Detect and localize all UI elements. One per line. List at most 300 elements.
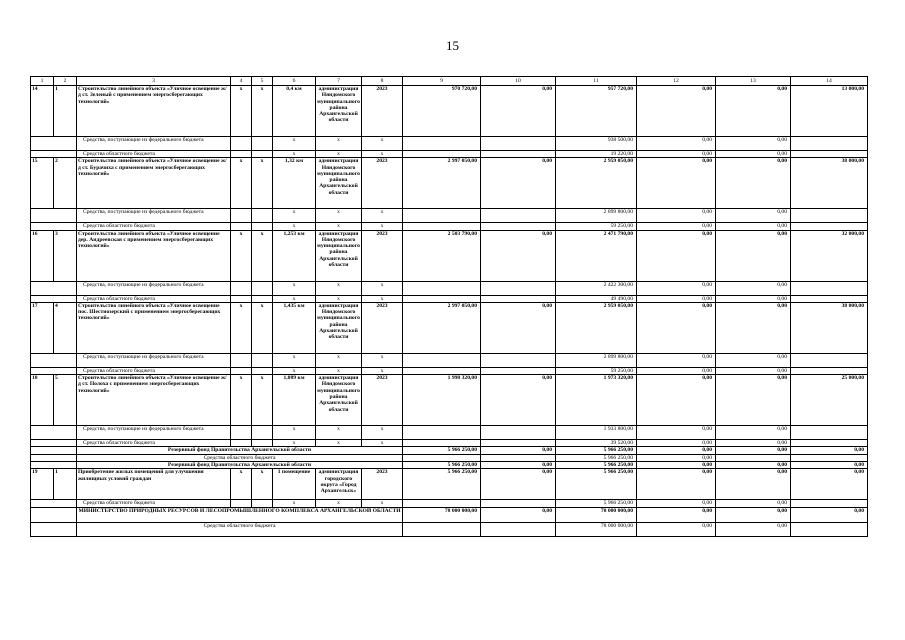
table-cell: х — [362, 426, 403, 440]
table-cell: 0,00 — [637, 281, 716, 295]
table-cell: х — [231, 158, 252, 209]
table-cell: администрация Няндомского муниципального района Архангельской области — [316, 158, 362, 209]
table-cell: х — [362, 353, 403, 367]
table-cell — [252, 367, 273, 374]
table-cell — [252, 440, 273, 447]
table-cell: 0,00 — [637, 447, 716, 454]
table-cell: х — [316, 353, 362, 367]
table-cell — [231, 281, 252, 295]
table-cell: х — [273, 295, 316, 302]
table-cell — [252, 426, 273, 440]
table-cell: 0,00 — [637, 426, 716, 440]
table-cell: 0,00 — [481, 507, 556, 522]
table-cell: Средства областного бюджета — [77, 367, 231, 374]
regional-funds-row — [31, 440, 868, 447]
table-cell — [791, 440, 868, 447]
table-cell: х — [252, 86, 273, 137]
table-cell — [791, 367, 868, 374]
table-cell — [252, 295, 273, 302]
table-cell: х — [362, 281, 403, 295]
header-cell: 4 — [231, 77, 252, 86]
table-cell — [481, 151, 556, 158]
table-cell — [231, 440, 252, 447]
table-cell: 5 966 250,00 — [556, 469, 637, 500]
header-cell: 1 — [31, 77, 54, 86]
table-cell: х — [273, 426, 316, 440]
table-cell — [791, 500, 868, 507]
table-cell — [231, 367, 252, 374]
table-cell — [481, 295, 556, 302]
table-cell: 0,00 — [791, 507, 868, 522]
table-cell: 0,00 — [637, 440, 716, 447]
table-cell — [791, 281, 868, 295]
table-cell: х — [362, 500, 403, 507]
table-cell: 938 500,00 — [556, 137, 637, 151]
table-cell — [31, 462, 77, 469]
table-cell — [403, 426, 481, 440]
table-cell: 0,00 — [716, 500, 791, 507]
table-cell: администрация Няндомского муниципального района Архангельской области — [316, 302, 362, 353]
table-cell: 78 000 000,00 — [403, 507, 481, 522]
table-cell — [791, 137, 868, 151]
table-cell: 59 250,00 — [556, 223, 637, 230]
table-cell: Средства областного бюджета — [77, 500, 231, 507]
table-cell: 0,00 — [716, 462, 791, 469]
table-cell — [252, 209, 273, 223]
table-cell: 5 966 250,00 — [556, 500, 637, 507]
table-cell: 970 720,00 — [403, 86, 481, 137]
table-cell: х — [273, 223, 316, 230]
table-cell: 0,00 — [716, 302, 791, 353]
table-cell: 0,00 — [481, 158, 556, 209]
table-cell: х — [273, 367, 316, 374]
table-cell: 2023 — [362, 230, 403, 281]
table-cell: Строительство линейного объекта «Уличное освещение ж/д ст. Бурачиха с применением энергосберегающих технологий» — [77, 158, 231, 209]
table-cell — [31, 522, 77, 536]
table-cell: х — [231, 375, 252, 426]
table-cell: Резервный фонд Правительства Архангельской области — [77, 447, 403, 454]
table-cell — [231, 295, 252, 302]
table-cell: 78 000 000,00 — [556, 507, 637, 522]
table-cell — [791, 454, 868, 461]
table-cell: х — [316, 440, 362, 447]
table-cell: 4 — [54, 302, 77, 353]
header-cell: 3 — [77, 77, 231, 86]
table-cell: 0,00 — [637, 469, 716, 500]
table-cell: х — [316, 500, 362, 507]
federal-funds-row — [31, 209, 868, 223]
table-cell: 0,00 — [716, 375, 791, 426]
table-cell: 0,00 — [637, 137, 716, 151]
table-cell: 0,00 — [637, 295, 716, 302]
table-cell: 0,00 — [791, 462, 868, 469]
table-cell: 19 220,00 — [556, 151, 637, 158]
header-cell: 13 — [716, 77, 791, 86]
table-cell — [481, 281, 556, 295]
table-cell: х — [316, 151, 362, 158]
table-cell — [403, 223, 481, 230]
table-cell: 1 973 320,00 — [556, 375, 637, 426]
table-cell — [481, 500, 556, 507]
table-cell — [403, 151, 481, 158]
table-cell — [252, 281, 273, 295]
regional-funds-row — [31, 295, 868, 302]
table-cell: х — [273, 137, 316, 151]
table-cell: 25 000,00 — [791, 375, 868, 426]
header-cell: 9 — [403, 77, 481, 86]
table-cell: 5 966 250,00 — [403, 462, 481, 469]
table-cell: х — [316, 209, 362, 223]
table-cell: 0,00 — [637, 302, 716, 353]
table-cell — [252, 500, 273, 507]
table-cell: 0,4 км — [273, 86, 316, 137]
table-cell — [481, 426, 556, 440]
table-cell: 38 000,00 — [791, 158, 868, 209]
object-row — [31, 375, 868, 426]
table-cell: 0,00 — [637, 223, 716, 230]
table-cell: 0,00 — [716, 353, 791, 367]
table-cell: 0,00 — [716, 295, 791, 302]
table-cell: 0,00 — [481, 302, 556, 353]
table-cell: МИНИСТЕРСТВО ПРИРОДНЫХ РЕСУРСОВ И ЛЕСОПРОМЫШЛЕННОГО КОМПЛЕКСА АРХАНГЕЛЬСКОЙ ОБЛАСТИ — [77, 507, 403, 522]
table-cell: 16 — [31, 230, 54, 281]
table-cell: администрация Няндомского муниципального района Архангельской области — [316, 86, 362, 137]
table-cell: 0,00 — [716, 137, 791, 151]
table-cell — [481, 454, 556, 461]
table-cell: 0,00 — [716, 522, 791, 536]
table-cell: 1,32 км — [273, 158, 316, 209]
table-cell: Средства, поступающие из федерального бюджета — [77, 353, 231, 367]
table-cell: 2 959 050,00 — [556, 158, 637, 209]
table-cell: 0,00 — [791, 469, 868, 500]
table-cell — [31, 353, 77, 367]
header-cell: 7 — [316, 77, 362, 86]
table-cell — [252, 353, 273, 367]
table-cell: Резервный фонд Правительства Архангельской области — [77, 462, 403, 469]
object-row — [31, 302, 868, 353]
page-number: 15 — [446, 38, 459, 53]
table-cell — [403, 522, 481, 536]
table-cell: 2023 — [362, 158, 403, 209]
federal-funds-row — [31, 353, 868, 367]
table-cell: 2023 — [362, 469, 403, 500]
table-body — [31, 77, 868, 537]
table-cell: Строительство линейного объекта «Уличное освещение ж/д ст. Зеленый с применением энергосберегающих технологий» — [77, 86, 231, 137]
table-cell: х — [273, 151, 316, 158]
table-cell: Средства областного бюджета — [77, 223, 231, 230]
regional-funds-row — [31, 500, 868, 507]
table-cell: Средства областного бюджета — [77, 454, 403, 461]
table-cell: х — [316, 426, 362, 440]
table-cell: х — [362, 137, 403, 151]
table-cell — [481, 440, 556, 447]
table-cell: 5 966 250,00 — [556, 454, 637, 461]
table-cell — [403, 367, 481, 374]
reserve-total-row-2 — [31, 462, 868, 469]
table-cell: Средства областного бюджета — [77, 151, 231, 158]
table-cell: х — [273, 353, 316, 367]
table-cell: 0,00 — [637, 158, 716, 209]
table-cell: 0,00 — [481, 462, 556, 469]
table-cell: 1 — [54, 86, 77, 137]
table-cell: 0,00 — [716, 158, 791, 209]
table-cell: х — [362, 367, 403, 374]
table-cell: 5 966 250,00 — [556, 447, 637, 454]
table-cell — [791, 353, 868, 367]
table-cell: х — [362, 295, 403, 302]
table-cell: 1,089 км — [273, 375, 316, 426]
header-cell: 14 — [791, 77, 868, 86]
object-row — [31, 158, 868, 209]
table-cell: 2 471 790,00 — [556, 230, 637, 281]
table-cell — [791, 522, 868, 536]
table-cell — [481, 522, 556, 536]
table-cell: 39 520,00 — [556, 440, 637, 447]
table-cell — [231, 209, 252, 223]
ministry-regional-row — [31, 522, 868, 536]
table-cell: 0,00 — [791, 447, 868, 454]
table-cell: 3 — [54, 230, 77, 281]
table-cell: 5 — [54, 375, 77, 426]
table-cell — [31, 507, 77, 522]
table-cell: х — [231, 469, 252, 500]
table-cell: 5 966 250,00 — [403, 469, 481, 500]
table-cell: 0,00 — [716, 230, 791, 281]
table-cell — [481, 353, 556, 367]
table-cell: 1,435 км — [273, 302, 316, 353]
table-cell — [791, 223, 868, 230]
table-cell: 0,00 — [716, 507, 791, 522]
table-cell — [31, 209, 77, 223]
table-cell: х — [231, 302, 252, 353]
table-cell — [403, 500, 481, 507]
table-cell: Средства, поступающие из федерального бюджета — [77, 281, 231, 295]
budget-table — [30, 76, 868, 537]
table-cell — [403, 281, 481, 295]
table-cell: х — [273, 281, 316, 295]
table-cell — [31, 137, 77, 151]
table-cell: 15 — [31, 158, 54, 209]
table-cell — [716, 454, 791, 461]
table-cell: 0,00 — [637, 375, 716, 426]
table-cell: 2 997 050,00 — [403, 302, 481, 353]
table-cell: 0,00 — [716, 151, 791, 158]
table-cell: 17 — [31, 302, 54, 353]
table-cell — [481, 367, 556, 374]
table-cell — [31, 295, 77, 302]
table-cell: 0,00 — [637, 454, 716, 461]
table-cell: 18 — [31, 375, 54, 426]
table-cell: 2 503 790,00 — [403, 230, 481, 281]
table-cell: 0,00 — [716, 440, 791, 447]
table-cell: 5 966 250,00 — [403, 447, 481, 454]
table-cell: 2 899 800,00 — [556, 353, 637, 367]
table-cell — [31, 281, 77, 295]
table-cell: 2 — [54, 158, 77, 209]
table-cell — [231, 353, 252, 367]
table-cell: 0,00 — [716, 223, 791, 230]
table-cell: Средства областного бюджета — [77, 440, 231, 447]
table-cell: Средства, поступающие из федерального бюджета — [77, 426, 231, 440]
table-cell: 1,253 км — [273, 230, 316, 281]
table-cell: Строительство линейного объекта «Уличное освещение ж/д ст. Полоха с применением энергосберегающих технологий» — [77, 375, 231, 426]
regional-funds-row — [31, 223, 868, 230]
object-row — [31, 230, 868, 281]
table-cell: х — [252, 375, 273, 426]
table-cell: Строительство линейного объекта «Уличное освещение пос. Шестиозерский с применением энергосберегающих технологий» — [77, 302, 231, 353]
table-cell — [31, 426, 77, 440]
table-cell: 0,00 — [637, 86, 716, 137]
table-cell: 2023 — [362, 375, 403, 426]
table-cell: 0,00 — [716, 209, 791, 223]
table-cell: 957 720,00 — [556, 86, 637, 137]
table-cell: Приобретение жилых помещений для улучшения жилищных условий граждан — [77, 469, 231, 500]
table-cell — [231, 223, 252, 230]
object-row — [31, 86, 868, 137]
federal-funds-row — [31, 426, 868, 440]
table-cell: х — [316, 281, 362, 295]
table-cell — [31, 447, 77, 454]
header-cell: 12 — [637, 77, 716, 86]
table-cell: 78 000 000,00 — [556, 522, 637, 536]
table-cell: Средства, поступающие из федерального бюджета — [77, 137, 231, 151]
table-cell: х — [362, 440, 403, 447]
table-cell — [791, 209, 868, 223]
table-cell — [791, 295, 868, 302]
regional-funds-row — [31, 151, 868, 158]
table-cell: 0,00 — [637, 367, 716, 374]
table-cell: 0,00 — [481, 469, 556, 500]
table-cell — [31, 223, 77, 230]
table-cell: 2 899 800,00 — [556, 209, 637, 223]
table-cell — [231, 426, 252, 440]
regional-funds-row — [31, 367, 868, 374]
table-cell — [252, 223, 273, 230]
header-cell: 6 — [273, 77, 316, 86]
table-cell: 1 933 800,00 — [556, 426, 637, 440]
table-cell: 0,00 — [716, 367, 791, 374]
table-cell: 0,00 — [637, 151, 716, 158]
table-cell: 14 — [31, 86, 54, 137]
table-cell: 2023 — [362, 86, 403, 137]
header-cell: 2 — [54, 77, 77, 86]
header-row — [31, 77, 868, 86]
table-cell: 2023 — [362, 302, 403, 353]
table-cell: х — [362, 209, 403, 223]
table-cell: 1 998 320,00 — [403, 375, 481, 426]
table-cell: 49 490,00 — [556, 295, 637, 302]
federal-funds-row — [31, 137, 868, 151]
header-cell: 10 — [481, 77, 556, 86]
table-cell: Строительство линейного объекта «Уличное освещение дер. Андреевская с применением энергосберегающих технологий» — [77, 230, 231, 281]
table-cell: администрация Няндомского муниципального района Архангельской области — [316, 230, 362, 281]
table-cell: 2 997 050,00 — [403, 158, 481, 209]
header-cell: 11 — [556, 77, 637, 86]
table-cell — [31, 500, 77, 507]
table-cell: 59 250,00 — [556, 367, 637, 374]
table-cell — [403, 353, 481, 367]
table-cell — [231, 151, 252, 158]
table-cell: х — [362, 151, 403, 158]
table-cell — [403, 209, 481, 223]
table-cell: 13 000,00 — [791, 86, 868, 137]
table-cell — [403, 295, 481, 302]
table-cell — [31, 151, 77, 158]
table-cell: 0,00 — [481, 230, 556, 281]
table-cell: 1 — [54, 469, 77, 500]
table-cell: 0,00 — [481, 447, 556, 454]
table-cell: х — [231, 230, 252, 281]
table-cell: 0,00 — [637, 230, 716, 281]
table-cell: 0,00 — [716, 281, 791, 295]
table-cell: 0,00 — [481, 86, 556, 137]
table-cell: администрация Няндомского муниципального района Архангельской области — [316, 375, 362, 426]
table-cell: х — [316, 367, 362, 374]
table-cell: х — [316, 295, 362, 302]
table-cell: 0,00 — [716, 426, 791, 440]
table-cell — [31, 454, 77, 461]
table-cell — [481, 137, 556, 151]
table-cell — [231, 137, 252, 151]
table-cell — [403, 440, 481, 447]
table-cell: х — [252, 230, 273, 281]
reserve-total-row — [31, 447, 868, 454]
table-cell: 32 000,00 — [791, 230, 868, 281]
header-cell: 8 — [362, 77, 403, 86]
table-cell: х — [252, 469, 273, 500]
table-cell: 0,00 — [481, 375, 556, 426]
table-cell: 38 000,00 — [791, 302, 868, 353]
table-cell: 0,00 — [716, 447, 791, 454]
table-cell: х — [231, 86, 252, 137]
table-cell — [791, 426, 868, 440]
table-cell: 0,00 — [637, 209, 716, 223]
table-cell — [31, 440, 77, 447]
table-cell: х — [252, 302, 273, 353]
table-cell — [231, 500, 252, 507]
federal-funds-row — [31, 281, 868, 295]
table-cell: х — [316, 223, 362, 230]
table-cell: 1 помещение — [273, 469, 316, 500]
table-cell: х — [316, 137, 362, 151]
table-cell: 0,00 — [716, 86, 791, 137]
table-cell — [403, 137, 481, 151]
table-cell — [481, 209, 556, 223]
table-cell: Средства, поступающие из федерального бюджета — [77, 209, 231, 223]
table-cell: 0,00 — [637, 522, 716, 536]
table-cell: 5 966 250,00 — [556, 462, 637, 469]
table-cell: х — [273, 500, 316, 507]
table-cell — [252, 137, 273, 151]
header-cell: 5 — [252, 77, 273, 86]
table-cell — [481, 223, 556, 230]
table-cell: 2 422 300,00 — [556, 281, 637, 295]
reserve-regional-row — [31, 454, 868, 461]
table-cell: Средства областного бюджета — [77, 522, 403, 536]
table-cell — [403, 454, 481, 461]
table-cell: 0,00 — [637, 500, 716, 507]
table-cell — [31, 367, 77, 374]
table-cell — [252, 151, 273, 158]
table-cell: х — [273, 209, 316, 223]
table-cell — [791, 151, 868, 158]
table-cell: х — [362, 223, 403, 230]
table-cell: 0,00 — [637, 462, 716, 469]
table-cell: х — [273, 440, 316, 447]
table-cell: 2 959 050,00 — [556, 302, 637, 353]
table-cell: 0,00 — [716, 469, 791, 500]
table-cell: Средства областного бюджета — [77, 295, 231, 302]
